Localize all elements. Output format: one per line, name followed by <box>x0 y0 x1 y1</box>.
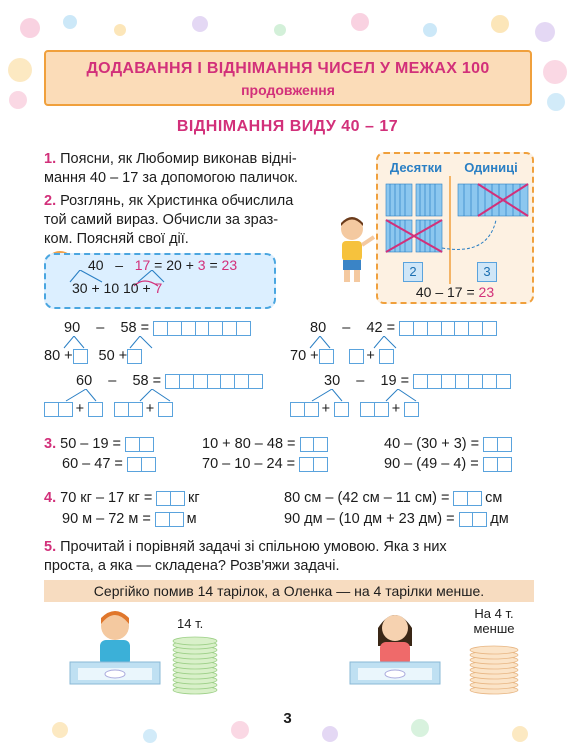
task-4-row-2 <box>62 511 197 527</box>
task-3-col-2 <box>202 436 327 452</box>
example-c: 3 <box>197 257 206 273</box>
equation-left: 40 – 17 = <box>415 284 479 300</box>
task-number: 4. <box>44 490 57 506</box>
task-number: 3. <box>44 436 57 452</box>
task-3-col-3-row-2 <box>384 456 510 472</box>
answer-box[interactable] <box>73 348 87 364</box>
plate-stack-orange <box>466 644 522 696</box>
example-top-line <box>88 257 237 273</box>
expression: 90 м – 72 м = <box>62 511 151 527</box>
exercise-2-split <box>290 348 393 364</box>
exercise-value: 60 <box>76 373 93 389</box>
answer-box[interactable] <box>360 401 388 417</box>
split-operator: + <box>391 401 401 417</box>
task-text: той самий вираз. Обчисли за зраз- <box>44 212 279 228</box>
exercise-value: 19 <box>380 373 397 389</box>
exercise-operator: – <box>356 373 365 389</box>
unit-label: см <box>485 490 503 506</box>
answer-box[interactable] <box>299 456 327 472</box>
task-text: мання 40 – 17 за допомогою паличок. <box>44 170 298 186</box>
answer-box[interactable] <box>88 401 102 417</box>
boy-washing-dishes-illustration <box>60 606 170 696</box>
exercise-value: 30 <box>324 373 341 389</box>
equation-result: 23 <box>478 284 495 300</box>
example-minus: – <box>115 257 124 273</box>
answer-boxes[interactable] <box>165 373 262 389</box>
task-text: проста, а яка — складена? Розв'яжи задачі. <box>44 558 340 574</box>
task-text: Розглянь, як Христинка обчислила <box>60 193 294 209</box>
answer-box[interactable] <box>127 456 155 472</box>
task-number: 2. <box>44 193 57 209</box>
expression: 40 – (30 + 3) = <box>384 436 480 452</box>
task-number: 5. <box>44 539 57 555</box>
task-number: 1. <box>44 151 57 167</box>
task-2 <box>44 192 334 249</box>
unit-label: дм <box>490 511 509 527</box>
exercise-3 <box>76 373 262 389</box>
answer-box[interactable] <box>125 436 153 452</box>
girl-washing-dishes-illustration <box>340 606 450 696</box>
expression: 10 + 80 – 48 = <box>202 436 296 452</box>
expression: 60 – 47 = <box>62 456 123 472</box>
expression: 70 – 10 – 24 = <box>202 456 296 472</box>
expression: 90 – (49 – 4) = <box>384 456 479 472</box>
unit-label: м <box>186 511 197 527</box>
exercise-operator: = <box>140 320 150 336</box>
split-operator: + <box>366 348 375 364</box>
boy-illustration <box>330 215 376 285</box>
example-b: 17 <box>134 257 151 273</box>
answer-box[interactable] <box>483 436 511 452</box>
split-operator: + <box>75 401 85 417</box>
task-text: Прочитай і порівняй задачі зі спільною умовою. Яка з них <box>60 539 447 555</box>
split-part: 70 + <box>290 348 319 364</box>
task-3-row-2 <box>62 456 155 472</box>
task-3-col-2-row-2 <box>202 456 327 472</box>
task-4-col-2-row-2 <box>284 511 509 527</box>
exercise-operator: = <box>152 373 162 389</box>
header-banner <box>44 50 532 106</box>
ones-column-label: Одиниці <box>464 160 518 175</box>
tens-column-label: Десятки <box>389 160 443 175</box>
example-split-b: 10 + <box>123 280 155 296</box>
answer-box[interactable] <box>158 401 172 417</box>
plates-label-line: На 4 т. <box>474 606 514 621</box>
task-5 <box>44 538 538 576</box>
answer-box[interactable] <box>453 490 481 506</box>
expression: 90 дм – (10 дм + 23 дм) = <box>284 511 455 527</box>
answer-box[interactable] <box>114 401 142 417</box>
example-a: 40 <box>88 257 104 273</box>
answer-box[interactable] <box>379 348 393 364</box>
sticks-equation <box>380 284 530 300</box>
task-3-col-3 <box>384 436 511 452</box>
exercise-1 <box>64 320 250 336</box>
page-number: 3 <box>283 710 292 727</box>
task-text: Поясни, як Любомир виконав відні- <box>60 151 297 167</box>
task-3 <box>44 436 153 452</box>
answer-box[interactable] <box>155 511 183 527</box>
example-result: 23 <box>221 257 238 273</box>
exercise-operator: = <box>386 320 396 336</box>
answer-box[interactable] <box>334 401 348 417</box>
ones-count-badge: 3 <box>477 262 497 282</box>
answer-boxes[interactable] <box>399 320 496 336</box>
example-bottom-line <box>72 280 162 296</box>
task-4-col-2 <box>284 490 502 506</box>
answer-box[interactable] <box>459 511 487 527</box>
example-split-c: 7 <box>154 280 163 296</box>
split-operator: + <box>321 401 331 417</box>
split-part: 80 + <box>44 348 73 364</box>
decorative-confetti-top <box>0 0 575 50</box>
answer-box[interactable] <box>300 436 328 452</box>
exercise-value: 58 <box>120 320 137 336</box>
plates-count-label-right <box>466 606 522 636</box>
plate-stack-green <box>170 636 220 696</box>
exercise-operator: – <box>342 320 351 336</box>
split-operator: + <box>145 401 155 417</box>
task-text: ком. Поясняй свої дії. <box>44 231 189 247</box>
answer-box[interactable] <box>483 456 511 472</box>
page-title: ДОДАВАННЯ І ВІДНІМАННЯ ЧИСЕЛ У МЕЖАХ 100 <box>86 60 490 77</box>
answer-boxes[interactable] <box>413 373 510 389</box>
exercise-value: 90 <box>64 320 81 336</box>
problem-condition: Сергійко помив 14 тарілок, а Оленка — на 4 тарілки менше. <box>44 580 534 602</box>
decorative-confetti-bottom <box>0 700 575 755</box>
exercise-4-split <box>290 401 418 417</box>
plates-label-line: менше <box>473 621 515 636</box>
exercise-1-split <box>44 348 141 364</box>
answer-box[interactable] <box>404 401 418 417</box>
exercise-value: 80 <box>310 320 327 336</box>
exercise-operator: – <box>96 320 105 336</box>
exercise-3-split <box>44 401 172 417</box>
answer-box[interactable] <box>44 401 72 417</box>
exercise-operator: = <box>400 373 410 389</box>
page-subtitle: продовження <box>241 82 335 98</box>
section-title: ВІДНІМАННЯ ВИДУ 40 – 17 <box>176 118 399 135</box>
exercise-operator: – <box>108 373 117 389</box>
answer-box[interactable] <box>319 348 333 364</box>
expression: 70 кг – 17 кг = <box>60 490 153 506</box>
example-eq2: = <box>205 257 222 273</box>
expression: 50 – 19 = <box>60 436 121 452</box>
plates-count-label-left: 14 т. <box>177 616 204 631</box>
answer-box[interactable] <box>349 348 363 364</box>
example-eq: = 20 + <box>150 257 198 273</box>
exercise-value: 58 <box>132 373 149 389</box>
sticks-drawing <box>378 176 533 284</box>
task-4 <box>44 490 200 506</box>
answer-box[interactable] <box>290 401 318 417</box>
exercise-4 <box>324 373 510 389</box>
answer-boxes[interactable] <box>153 320 250 336</box>
answer-box[interactable] <box>127 348 141 364</box>
tens-count-badge: 2 <box>403 262 423 282</box>
task-1 <box>44 150 364 188</box>
unit-label: кг <box>188 490 200 506</box>
answer-box[interactable] <box>156 490 184 506</box>
exercise-2 <box>310 320 496 336</box>
exercise-value: 42 <box>366 320 383 336</box>
expression: 80 см – (42 см – 11 см) = <box>284 490 450 506</box>
example-split-a: 30 + 10 <box>72 280 120 296</box>
split-part: 50 + <box>98 348 128 364</box>
